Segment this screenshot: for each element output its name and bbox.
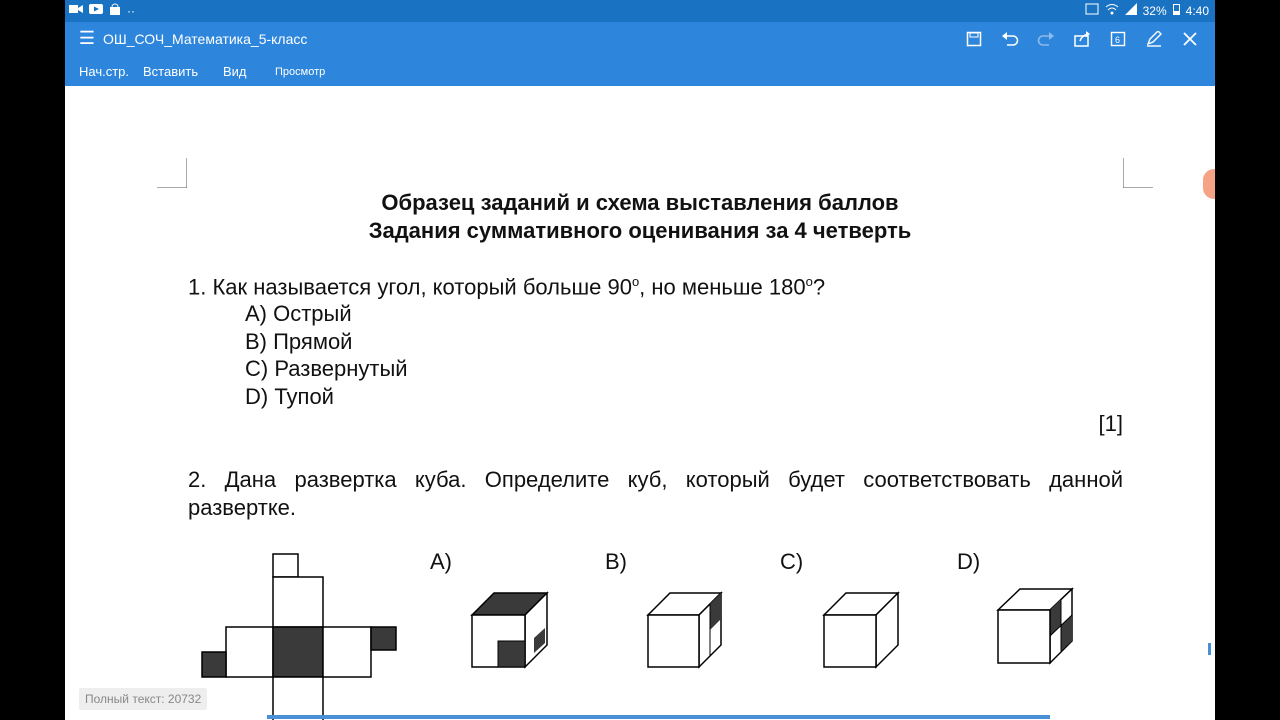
- wifi-icon: [1105, 3, 1119, 18]
- doc-heading-1: Образец заданий и схема выставления баллов: [381, 190, 899, 215]
- q1-option-c: С) Развернутый: [245, 356, 408, 381]
- signal-icon: [1125, 3, 1137, 18]
- edit-icon[interactable]: [1141, 26, 1167, 52]
- save-icon[interactable]: [961, 26, 987, 52]
- horizontal-scrollbar[interactable]: [267, 715, 1050, 719]
- q1-option-a: А) Острый: [245, 301, 352, 326]
- youtube-icon: [89, 3, 103, 18]
- toolbar: [961, 26, 1203, 52]
- app-window: [65, 0, 1215, 720]
- title-bar: [65, 22, 1215, 56]
- cube-option-d: [995, 586, 1080, 670]
- q2-option-c-label: С): [780, 549, 804, 574]
- document-page[interactable]: [65, 86, 1215, 720]
- undo-icon[interactable]: [997, 26, 1023, 52]
- redo-icon[interactable]: [1033, 26, 1059, 52]
- battery-percent: 32%: [1142, 3, 1167, 18]
- tab-view[interactable]: Вид: [223, 64, 247, 79]
- document-title: ОШ_СОЧ_Математика_5-класс: [103, 31, 308, 47]
- hamburger-icon[interactable]: ☰: [78, 28, 96, 48]
- cube-option-a: [469, 588, 554, 672]
- q2-option-a-label: А): [430, 549, 452, 574]
- tab-review[interactable]: Просмотр: [275, 66, 326, 78]
- question-2-line-1: 2. Дана развертка куба. Определите куб, который будет соответствовать данной: [188, 467, 1123, 492]
- more-icon: ··: [127, 3, 135, 18]
- question-2-line-2: развертке.: [188, 495, 297, 520]
- ribbon-tabs: [65, 56, 1215, 86]
- q1-score: [1]: [1098, 411, 1123, 436]
- nfc-icon: [1085, 3, 1099, 18]
- crop-mark-left: [157, 158, 187, 188]
- q1-option-b: В) Прямой: [245, 329, 353, 354]
- cube-net: [200, 552, 400, 720]
- floating-handle[interactable]: [1203, 169, 1215, 199]
- question-1: 1. Как называется угол, который больше $90^о$, но меньше $180^о$?: [188, 274, 826, 300]
- cube-option-b: [645, 588, 730, 672]
- close-icon[interactable]: [1177, 26, 1203, 52]
- cube-option-c: [821, 588, 906, 672]
- share-icon[interactable]: [1069, 26, 1095, 52]
- clock: 4:40: [1185, 3, 1209, 18]
- vertical-scroll-indicator[interactable]: [1208, 643, 1211, 655]
- camera-icon: [69, 3, 83, 18]
- tab-insert[interactable]: Вставить: [143, 64, 199, 79]
- tab-home[interactable]: Нач.стр.: [79, 64, 130, 79]
- status-bar: [65, 0, 1215, 22]
- q1-option-d: D) Тупой: [245, 384, 334, 409]
- q2-option-b-label: В): [605, 549, 627, 574]
- q2-option-d-label: D): [957, 549, 981, 574]
- word-count-badge: Полный текст: 20732: [79, 688, 207, 710]
- doc-heading-2: Задания суммативного оценивания за 4 четверть: [368, 218, 912, 243]
- bag-icon: [109, 3, 121, 18]
- pages-icon[interactable]: [1105, 26, 1131, 52]
- crop-mark-right: [1123, 158, 1153, 188]
- svg-text:6: 6: [1115, 35, 1121, 45]
- battery-icon: [1173, 3, 1180, 18]
